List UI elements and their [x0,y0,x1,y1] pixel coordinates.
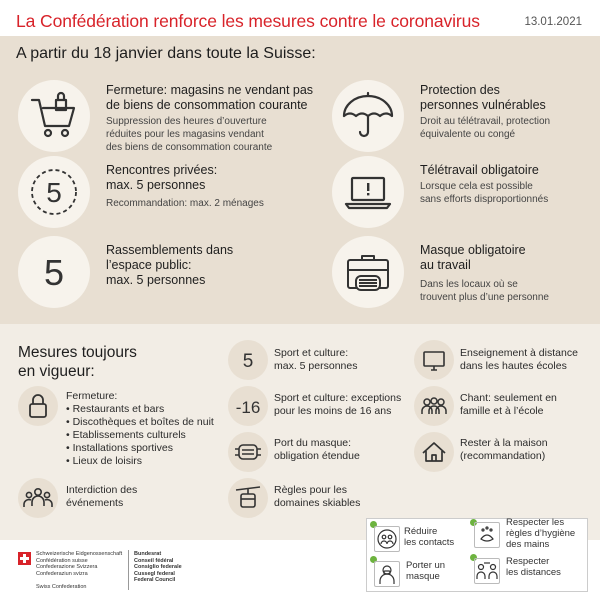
monitor-icon [414,340,454,380]
item-desc: Dans les locaux où se [420,279,518,290]
choir-icon [414,386,454,426]
footer-divider [128,550,129,590]
legend-label: les contacts [404,537,455,548]
section-title: Mesures toujours en vigueur: [18,344,137,380]
item-label: domaines skiables [274,497,361,509]
item-label: Chant: seulement en [460,392,557,404]
item-desc: trouvent plus d’une personne [420,292,549,303]
item-title: au travail [420,258,471,272]
item-label: pour les moins de 16 ans [274,405,392,417]
number-circle-icon [18,236,90,308]
item-title: Rassemblements dans [106,243,234,257]
umbrella-icon [332,80,404,152]
item-title: Rencontres privées: [106,163,218,177]
item-desc: sans efforts disproportionnés [420,194,549,205]
item-label: (recommandation) [460,450,546,462]
crowd-icon [18,478,58,518]
list-item: • Lieux de loisirs [66,455,143,467]
item-desc: réduites pour les magasins vendant [106,129,264,140]
federal-council-names: Bundesrat Conseil fédéral Consiglio federale Cussegl federal Federal Council [134,551,182,583]
item-label: Port du masque: [274,437,352,449]
item-label: événements [66,497,124,509]
page-title: La Confédération renforce les mesures contre le coronavirus [16,11,480,31]
closure-title: Fermeture: [66,390,118,402]
legend-label: règles d’hygiène [506,528,576,539]
section-subtitle: A partir du 18 janvier dans toute la Suisse: [16,45,316,62]
item-label: Règles pour les [274,484,347,496]
swiss-confederation-label: Swiss Confederation [36,584,87,590]
dashed-circle-number: 5 [46,177,62,208]
shopping-cart-icon [18,80,90,152]
distance-icon [474,558,500,584]
padlock-icon [18,386,58,426]
legend-label: Respecter les [506,517,565,528]
item-desc: des biens de consommation courante [106,142,273,153]
item-label: obligation étendue [274,450,360,462]
item-title: Télétravail obligatoire [420,163,539,177]
dashed-circle-icon [18,156,90,228]
item-title: Protection des [420,83,500,97]
mask-icon [228,432,268,472]
list-item: • Restaurants et bars [66,403,165,415]
item-title: l’espace public: [106,258,192,272]
legend-label: les distances [506,567,561,578]
item-label: Sport et culture: [274,347,349,359]
item-title: max. 5 personnes [106,178,206,192]
number-icon [228,340,268,380]
number-icon-text: -16 [235,398,261,417]
number-icon-text: 5 [242,351,254,372]
item-label: Enseignement à distance [460,347,578,359]
item-label: famille et à l’école [460,405,544,417]
hygiene-icon [474,522,500,548]
item-title: max. 5 personnes [106,273,206,287]
house-icon [414,432,454,472]
laptop-icon [332,156,404,228]
item-title: Masque obligatoire [420,243,526,257]
item-desc: Lorsque cela est possible [420,181,533,192]
cable-car-icon [228,478,268,518]
wear-mask-icon [374,561,400,587]
item-desc: Droit au télétravail, protection [420,116,551,127]
legend-label: Réduire [404,526,438,537]
legend-label: Respecter [506,556,550,567]
item-label: dans les hautes écoles [460,360,567,372]
item-title: de biens de consommation courante [106,98,308,112]
number-icon [228,386,268,426]
legend-label: des mains [506,539,550,550]
legend-label: Porter un [406,560,446,571]
swiss-flag-icon [18,552,31,565]
item-label: Rester à la maison [460,437,548,449]
list-item: • Discothèques et boîtes de nuit [66,416,214,428]
briefcase-mask-icon [332,236,404,308]
item-title: personnes vulnérables [420,98,546,112]
item-title: Fermeture: magasins ne vendant pas [106,83,314,97]
legend-label: masque [406,571,440,582]
number-circle-number: 5 [43,252,65,293]
item-label: Interdiction des [66,484,138,496]
list-item: • Etablissements culturels [66,429,186,441]
list-item: • Installations sportives [66,442,173,454]
item-desc: équivalente ou congé [420,129,516,140]
item-desc: Recommandation: max. 2 ménages [106,198,264,209]
reduce-contacts-icon [374,526,400,552]
item-label: Sport et culture: exceptions [274,392,402,404]
confederation-names: Schweizerische Eidgenossenschaft Confédération suisse Confederazione Svizzera Confederaziun svizra [36,551,123,577]
item-desc: Suppression des heures d’ouverture [106,116,267,127]
date-label: 13.01.2021 [524,16,582,28]
item-label: max. 5 personnes [274,360,358,372]
